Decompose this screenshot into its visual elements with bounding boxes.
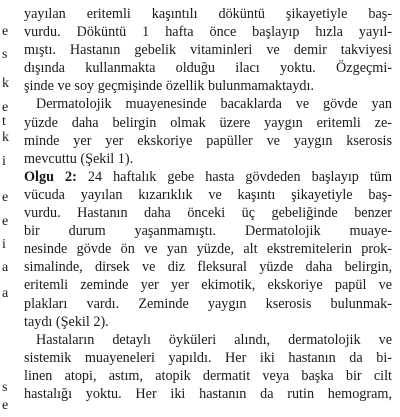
paragraph-case2 — [24, 168, 392, 331]
text-line: sistemik muayeneleri yapıldı. Her iki hastanın da bi- — [24, 349, 392, 366]
text-line: simalinde, dirsek ve diz fleksural yüzde daha belirgin, — [24, 259, 392, 276]
margin-char: i — [2, 154, 6, 169]
text-line: vücuda yayılan kızarıklık ve kaşıntı şikayetiyle baş- — [24, 186, 392, 203]
text-line: nesinde gövde ön ve yan yüzde, alt ekstremitelerin prok- — [24, 241, 392, 258]
margin-char: s — [2, 380, 8, 395]
adjacent-column-fragment — [0, 0, 14, 417]
article-column — [24, 5, 392, 403]
text-line: hastalığı yoktu. Her iki hastanın da rutin hemogram, — [24, 385, 392, 402]
text-line: yayılan eritemli kaşıntılı döküntü şikayetiyle baş- — [24, 6, 392, 22]
margin-char: i — [2, 237, 6, 252]
text-line: şinde ve soy geçmişinde özellik bulunmamaktaydı. — [24, 78, 314, 95]
margin-char: k — [2, 130, 9, 145]
text-line: mıştı. Hastanın gebelik vitaminleri ve demir takviyesi — [24, 42, 392, 59]
text-line: dışında kullanmakta olduğu ilacı yoktu. Özgeçmi- — [24, 60, 392, 77]
margin-char: e — [2, 398, 9, 413]
text-line — [24, 168, 392, 186]
margin-char: a — [2, 260, 9, 275]
margin-char: e — [2, 214, 9, 229]
margin-char: s — [2, 47, 8, 62]
margin-char: e — [2, 100, 9, 115]
text-line: vurdu. Döküntü 1 hafta önce başlayıp hızla yayıl- — [24, 24, 392, 41]
margin-char: e — [2, 190, 9, 205]
text-line: minde yer yer ekskoriye papüller ve yaygın kserosis — [24, 132, 392, 149]
paragraph-evaluation — [24, 331, 392, 403]
margin-char: e — [2, 24, 9, 39]
case-label: Olgu 2: — [24, 168, 77, 185]
text-line: bir durum yaşanmamıştı. Dermatolojik muaye- — [24, 223, 392, 240]
text-line: plakları vardı. Zeminde yaygın kserosis bulunmak- — [24, 295, 392, 312]
paragraph-case1-history — [24, 5, 392, 95]
text-line: taydı (Şekil 2). — [24, 313, 109, 330]
text-line: vurdu. Hastanın daha önceki üç gebeliğinde benzer — [24, 205, 392, 222]
margin-char: t — [2, 114, 6, 129]
margin-char: k — [2, 76, 9, 91]
text-line: yüzde daha belirgin olmak üzere yaygın eritemli ze- — [24, 114, 392, 131]
text-line: mevcuttu (Şekil 1). — [24, 150, 134, 167]
margin-char: a — [2, 286, 9, 301]
text-line: eritemli zeminde yer yer ekimotik, ekskoriye papül ve — [24, 277, 392, 294]
text-line: linen atopi, astım, atopik dermatit veya başka bir cilt — [24, 367, 392, 384]
text-line: Dermatolojik muayenesinde bacaklarda ve gövde yan — [36, 96, 392, 113]
paragraph-case1-exam — [24, 95, 392, 167]
case-label-continuation: 24 haftalık gebe hasta gövdeden başlayıp tüm — [76, 168, 392, 185]
text-line: Hastaların detaylı öyküleri alındı, dermatolojik ve — [36, 331, 392, 348]
